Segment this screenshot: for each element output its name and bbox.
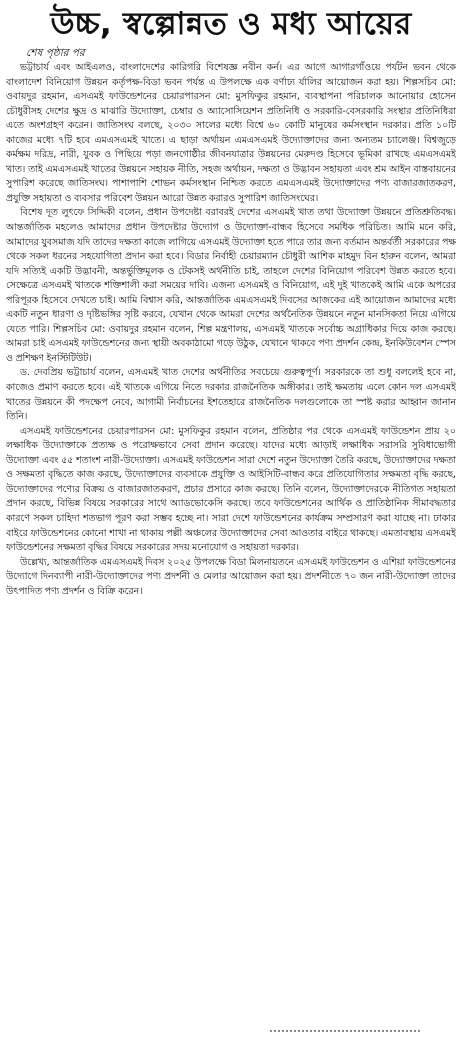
- news-article: [6, 0, 456, 1041]
- article-headline: উচ্চ, স্বল্পোন্নত ও মধ্য আয়ের: [50, 6, 412, 42]
- article-paragraph: উল্লেখ্য, আন্তর্জাতিক এমএসএমই দিবস ২০২৫ উপলক্ষে বিডা মিলনায়তনে এসএমই ফাউন্ডেশন ও এশিয়া ফাউন্ডেশনের উদ্যোগে দিনব্যাপী নারী-উদ্যোক্তাদের পণ্য প্রদর্শনী ও মেলার আয়োজন করা হয়। প্রদর্শনীতে ৭০ জন নারী-উদ্যোক্তা তাদের উৎপাদিত পণ্য প্রদর্শন ও বিক্রি করেন।: [6, 556, 456, 597]
- article-paragraph: ভট্টাচার্য এবং আইএলও, বাংলাদেশের কারিগরি বিশেষজ্ঞ নবীন কর্ন। এর আগে আগারগাঁওয়ে পর্যটন ভবন থেকে বাংলাদেশ বিনিয়োগ উন্নয়ন কর্তৃপক্ষ-বিডা ভবন পর্যন্ত এ উপলক্ষে এক বর্ণাঢ্য র্যালির আয়োজন করা হয়। শিল্পসচিব মো: ওবায়দুর রহমান, এসএমই ফাউন্ডেশনের চেয়ারপারসন মো: মুসফিকুর রহমান, ব্যবস্থাপনা পরিচালক আনোয়ার হোসেন চৌধুরীসহ দেশের ক্ষুদ্র ও মাঝারি উদ্যোক্তা, চেম্বার ও অ্যাসোসিয়েশন প্রতিনিধি ও সরকারি-বেসরকারি সংস্থার প্রতিনিধিরা এতে অংশগ্রহণ করেন। জাতিসংঘ বলছে, ২০৩০ সালের মধ্যে বিশ্বে ৬০ কোটি মানুষের কর্মসংস্থান দরকার। প্রতি ১০টি কাজের মধ্যে ৭টি হবে এমএসএমই খাতে। এ ছাড়া অর্থায়ন এমএসএমই উদ্যোক্তাদের জন্য অন্যতম চ্যালেঞ্জ। বিশ্বজুড়ে কর্মক্ষম দরিদ্র, নারী, যুবক ও পিছিয়ে পড়া জনগোষ্ঠীর জীবনযাত্রার উন্নয়নের মেরুদণ্ড হিসেবে ভূমিকা রাখছে এমএসএমই খাত। তাই এমএসএমই খাতের উন্নয়নে সহায়ক নীতি, সহজ অর্থায়ন, দক্ষতা ও উদ্ভাবন সহায়তা এবং শ্রম আইন বাস্তবায়নের সুপারিশ করেছে জাতিসংঘ। পাশাপাশি শোভন কর্মসংস্থান নিশ্চিত করতে এমএসএমই উদ্যোক্তাদের পণ্য বাজারজাতকরণ, প্রযুক্তি সহায়তা ও ব্যবসার পরিবেশ উন্নয়ন আরো উন্নত করারও সুপারিশ জাতিসংঘের।: [6, 62, 456, 204]
- article-paragraph: এসএমই ফাউন্ডেশনের চেয়ারপারসন মো: মুসফিকুর রহমান বলেন, প্রতিষ্ঠার পর থেকে এসএমই ফাউন্ডেশন প্রায় ২০ লক্ষাধিক উদ্যোক্তাকে প্রত্যক্ষ ও পরোক্ষভাবে সেবা প্রদান করেছে। যাদের মধ্যে আড়াই লক্ষাধিক সরাসরি সুবিধাভোগী উদ্যোক্তা এবং ৫৫ শতাংশ নারী-উদ্যোক্তা। এসএমই ফাউন্ডেশন সারা দেশে নতুন উদ্যোক্তা তৈরি করছে, উদ্যোক্তাদের দক্ষতা ও সক্ষমতা বৃদ্ধিতে কাজ করছে, উদ্যোক্তাদের ব্যবসাকে প্রযুক্তি ও আইসিটি-বান্ধব করে প্রতিযোগিতার সক্ষমতা বৃদ্ধি করছে, উদ্যোক্তাদের পণ্যের বিক্রয় ও বাজারজাতকরণ, প্রচার প্রসারে কাজ করছে। তিনি বলেন, উদ্যোক্তাদেরকে নীতিগত সহায়তা প্রদান করছে, বিভিন্ন বিষয়ে সরকারের সাথে অ্যাডভোকেসি করছে। তবে ফাউন্ডেশনের আর্থিক ও প্রাতিষ্ঠানিক সীমাবদ্ধতার কারণে সকল চাহিদা শতভাগ পূরণ করা সম্ভব হচ্ছে না। সারা দেশে ফাউন্ডেশনের কার্যক্রম সম্প্রসারণ করা যাচ্ছে না। ঢাকার বাইরে ফাউন্ডেশনের কোনো শাখা না থাকায় পল্লী অঞ্চলের উদ্যোক্তাদের সেবা আওতার বাইরে থাকছে। এমতাবস্থায় এসএমই ফাউন্ডেশনের সক্ষমতা বৃদ্ধির বিষয়ে সরকারের সদয় মনোযোগ ও সহায়তা দরকার।: [6, 425, 456, 554]
- article-paragraph: বিশেষ দূত লুৎফে সিদ্দিকী বলেন, প্রধান উপদেষ্টা বরাবরই দেশের এসএমই খাত তথা উদ্যোক্তা উন্নয়নে প্রতিশ্রুতিবদ্ধ। আন্তর্জাতিক মহলেও আমাদের প্রধান উপদেষ্টার উদ্যোগ ও উদ্যোক্তা-বান্ধব হিসেবে সমধিক পরিচিত। আমি মনে করি, আমাদের যুবসমাজ যদি তাদের দক্ষতা কাজে লাগিয়ে এসএমই উদ্যোক্তা হতে পারে তার জন্য বর্তমান অন্তর্বর্তী সরকারের পক্ষ থেকে সকল ধরনের সহযোগিতা প্রদান করা হবে। বিডার নির্বাহী চেয়ারম্যান চৌধুরী আশিক মাহমুদ বিন হারুন বলেন, আমরা যদি সত্যিই একটি উদ্ভাবনী, অন্তর্ভুক্তিমূলক ও টেকসই অর্থনীতি চাই, তাহলে দেশের বিনিয়োগ পরিবেশ উন্নত করতে হবে। সেক্ষেত্রে এসএমই খাতকে শক্তিশালী করা সময়ের দাবি। এজন্য এসএমই ও বিনিয়োগ, এই দুই খাতকেই আমি একে অপরের পরিপূরক হিসেবে দেখতে চাই। আমি বিশ্বাস করি, আন্তর্জাতিক এমএসএমই দিবসের আজকের এই আয়োজন আমাদের মধ্যে একটি নতুন ধারণা ও দৃষ্টিভঙ্গির সৃষ্টি করবে, যেখান থেকে আমরা দেশের অর্থনৈতিক উন্নয়নে নতুন মানসিকতা নিয়ে এগিয়ে যেতে পারি। শিল্পসচিব মো: ওবায়দুর রহমান বলেন, শিল্প মন্ত্রণালয়, এসএমই খাতকে সর্বোচ্চ অগ্রাধিকার দিয়ে কাজ করছে। আমরা চাই এসএমই ফাউন্ডেশনের জন্য স্থায়ী অবকাঠামো গড়ে উঠুক, যেখানে থাকবে পণ্য প্রদর্শন কেন্দ্র, ইনকিউবেশন স্পেস ও প্রশিক্ষণ ইনস্টিটিউট।: [6, 207, 456, 364]
- article-paragraph: ড. দেবপ্রিয় ভট্টাচার্য বলেন, এসএমই খাত দেশের অর্থনীতির সবচেয়ে গুরুত্বপূর্ণ। সরকারকে তা শুধু বললেই হবে না, কাজেও প্রমাণ করতে হবে। এই খাতকে এগিয়ে নিতে দরকার রাজনৈতিক অঙ্গীকার। তাই ক্ষমতায় এলে কোন দল এসএমই খাতের উন্নয়নে কী পদক্ষেপ নেবে, আগামী নির্বাচনের ইশতেহারে রাজনৈতিক দলগুলোকে তা স্পষ্ট করার আহ্বান জানান তিনি।: [6, 367, 456, 423]
- continued-from-label: শেষ পৃষ্ঠার পর: [26, 47, 85, 59]
- page-footer-divider: [270, 1030, 420, 1040]
- article-body: [6, 61, 456, 599]
